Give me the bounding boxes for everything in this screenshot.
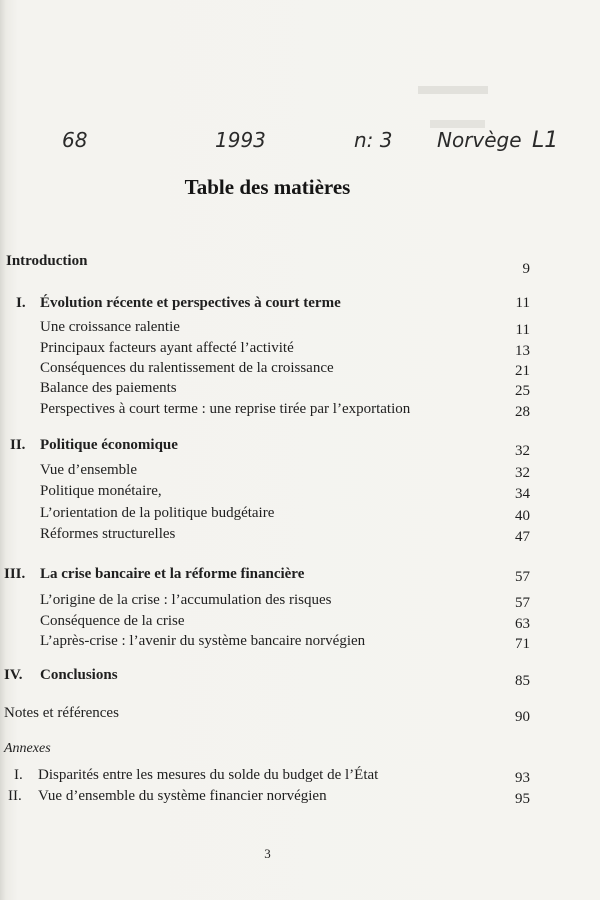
section-number: IV. <box>4 667 23 683</box>
annex-page: 93 <box>515 770 530 786</box>
toc-item-page: 11 <box>515 322 530 338</box>
toc-item-page: 47 <box>515 529 530 545</box>
annexes-heading: Annexes <box>4 741 51 756</box>
toc-item-page: 25 <box>515 383 530 399</box>
section-number: II. <box>10 437 26 453</box>
toc-item-label: Vue d’ensemble <box>40 462 137 478</box>
handwritten-year: 1993 <box>215 128 266 152</box>
toc-item-label: Politique monétaire, <box>40 483 162 499</box>
toc-item-page: 32 <box>515 465 530 481</box>
toc-item-label: L’orientation de la politique budgétaire <box>40 505 275 521</box>
toc-item-page: 63 <box>515 616 530 632</box>
section-page: 85 <box>515 673 530 689</box>
annex-number: II. <box>8 788 22 804</box>
annex-label: Vue d’ensemble du système financier norvégien <box>38 788 327 804</box>
section-page: 32 <box>515 443 530 459</box>
toc-item-label: Conséquence de la crise <box>40 613 185 629</box>
toc-item-page: 71 <box>515 636 530 652</box>
toc-item-label: Balance des paiements <box>40 380 177 396</box>
section-page: 57 <box>515 569 530 585</box>
toc-item-page: 57 <box>515 595 530 611</box>
toc-entry-label: Notes et références <box>4 705 119 721</box>
toc-item-label: L’après-crise : l’avenir du système bancaire norvégien <box>40 633 366 649</box>
toc-item-page: 21 <box>515 363 530 379</box>
page-title: Table des matières <box>184 175 351 199</box>
toc-item-page: 13 <box>515 343 530 359</box>
toc-item-page: 28 <box>515 404 530 420</box>
section-title: Évolution récente et perspectives à court terme <box>40 295 341 311</box>
handwritten-code: 68 <box>62 128 88 152</box>
handwritten-country: Norvège <box>437 128 522 152</box>
toc-entry-page: 90 <box>515 709 530 725</box>
annex-page: 95 <box>515 791 530 807</box>
bleed-through-mark <box>430 120 485 128</box>
section-title: Conclusions <box>40 667 118 683</box>
section-number: III. <box>4 566 26 582</box>
toc-entry-label: Introduction <box>6 253 88 269</box>
toc-item-label: Principaux facteurs ayant affecté l’activité <box>40 340 294 356</box>
section-title: Politique économique <box>40 437 178 453</box>
section-page: 11 <box>515 295 530 311</box>
annex-number: I. <box>14 767 23 783</box>
toc-item-label: L’origine de la crise : l’accumulation des risques <box>40 592 332 608</box>
handwritten-annotation <box>0 128 600 168</box>
handwritten-shelf: L1 <box>532 128 559 153</box>
page-number: 3 <box>264 846 271 861</box>
annex-label: Disparités entre les mesures du solde du budget de l’État <box>38 767 379 783</box>
toc-entry-page: 9 <box>522 261 530 277</box>
handwritten-issue: n: 3 <box>354 128 393 152</box>
section-title: La crise bancaire et la réforme financière <box>40 566 305 582</box>
section-number: I. <box>16 295 26 311</box>
toc-item-label: Une croissance ralentie <box>40 319 180 335</box>
toc-item-page: 40 <box>515 508 530 524</box>
bleed-through-mark <box>418 86 488 94</box>
toc-item-label: Réformes structurelles <box>40 526 176 542</box>
toc-item-label: Conséquences du ralentissement de la croissance <box>40 360 334 376</box>
toc-item-label: Perspectives à court terme : une reprise tirée par l’exportation <box>40 401 411 417</box>
toc-item-page: 34 <box>515 486 530 502</box>
